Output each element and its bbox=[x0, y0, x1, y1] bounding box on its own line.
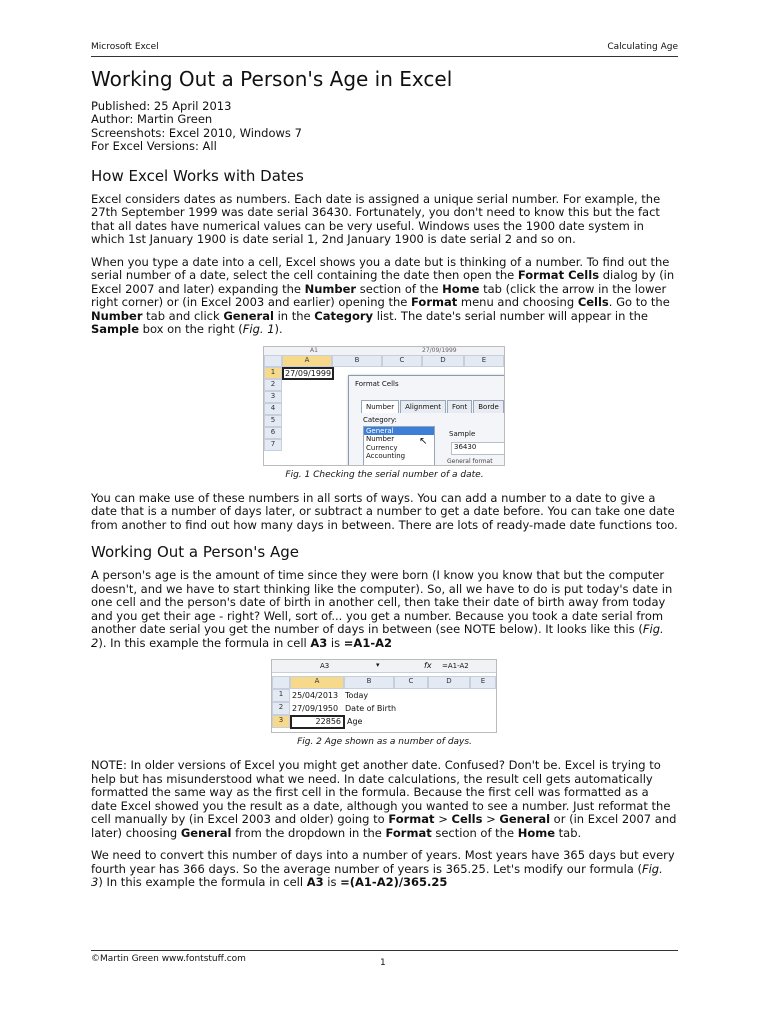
col-header-c: C bbox=[382, 355, 422, 367]
cell-a1[interactable]: 25/04/2013 bbox=[292, 691, 339, 701]
cell-a3[interactable]: 22856 bbox=[290, 715, 345, 729]
row-header: 7 bbox=[264, 439, 282, 451]
namebox: A1 bbox=[310, 346, 318, 354]
category-item[interactable]: Currency bbox=[366, 443, 398, 452]
fx-icon: fx bbox=[424, 661, 432, 671]
col-header-e: E bbox=[464, 355, 504, 367]
col-header-a: A bbox=[290, 676, 344, 689]
col-header-b: B bbox=[344, 676, 394, 689]
article-meta bbox=[91, 100, 678, 154]
row-header: 4 bbox=[264, 403, 282, 415]
section-heading-age: Working Out a Person's Age bbox=[91, 543, 299, 562]
meta-screenshots: Screenshots: Excel 2010, Windows 7 bbox=[91, 125, 302, 140]
header-left: Microsoft Excel bbox=[91, 42, 159, 52]
cell-b1[interactable]: Today bbox=[345, 691, 369, 701]
paragraph: A person's age is the amount of time since they were born (I know you know that but the computer doesn't, and we have to start thinking like the computer). So, all we have to do is put today's date in one cell and the person's date of birth in another cell, then take their date of birth away from today and you get their age - right? Well, sort of... you get a number. Because you took a date serial from another date serial you get the number of days in between (see NOTE below). It looks like this (Fig. 2). In this example the formula in cell A3 is =A1-A2 bbox=[91, 568, 673, 650]
col-header-c: C bbox=[394, 676, 428, 689]
tab-border[interactable]: Borde bbox=[473, 400, 504, 413]
row-header: 1 bbox=[272, 689, 290, 702]
namebox: A3 bbox=[320, 662, 330, 671]
cell-b3[interactable]: Age bbox=[347, 717, 363, 727]
paragraph: When you type a date into a cell, Excel shows you a date but is thinking of a number. To find out the serial number of a date, select the cell containing the date then open the Format Cells dialog by (in Excel 2007 and later) expanding the Number section of the Home tab (click the arrow in the lower right corner) or (in Excel 2003 and earlier) opening the Format menu and choosing Cells. Go to the Number tab and click General in the Category list. The date's serial number will appear in the Sample box on the right (Fig. 1). bbox=[91, 254, 675, 337]
figure-1-screenshot bbox=[263, 346, 505, 466]
col-header-b: B bbox=[332, 355, 382, 367]
row-header: 2 bbox=[272, 702, 290, 715]
cell-b2[interactable]: Date of Birth bbox=[345, 704, 397, 714]
meta-author: Author: Martin Green bbox=[91, 112, 213, 127]
tab-alignment[interactable]: Alignment bbox=[400, 400, 446, 413]
page-number: 1 bbox=[380, 958, 386, 968]
page-header bbox=[91, 42, 678, 57]
formula-bar: 27/09/1999 bbox=[422, 346, 457, 354]
general-format-note: General format bbox=[447, 457, 493, 465]
dialog-title: Format Cells bbox=[355, 379, 399, 388]
meta-versions: For Excel Versions: All bbox=[91, 139, 217, 154]
namebox-dropdown-icon[interactable]: ▾ bbox=[376, 661, 380, 670]
paragraph: Excel considers dates as numbers. Each date is assigned a unique serial number. For example, the 27th September 1999 was date serial 36430. Fortunately, you don't need to know this but the fact that all dates have numerical values can be very useful. Windows uses the 1900 date system in which 1st January 1900 is date serial 1, 2nd January 1900 is date serial 2 and so on. bbox=[91, 191, 661, 247]
category-item[interactable]: General bbox=[364, 427, 434, 436]
paragraph: You can make use of these numbers in all sorts of ways. You can add a number to a date to give a date that is a number of days later, or subtract a number to get a date before. You can take one date from another to find out how many days in between. There are lots of ready-made date functions too. bbox=[91, 490, 678, 532]
row-header: 3 bbox=[264, 391, 282, 403]
meta-published: Published: 25 April 2013 bbox=[91, 99, 232, 113]
row-header: 1 bbox=[264, 367, 282, 379]
sample-value: 36430 bbox=[451, 442, 505, 455]
figure-2-caption: Fig. 2 Age shown as a number of days. bbox=[297, 737, 472, 748]
cursor-icon: ↖ bbox=[419, 435, 428, 447]
category-label: Category: bbox=[363, 415, 397, 424]
col-header-e: E bbox=[470, 676, 496, 689]
page-title: Working Out a Person's Age in Excel bbox=[91, 67, 453, 91]
row-header: 3 bbox=[272, 715, 290, 728]
tab-number[interactable]: Number bbox=[361, 400, 399, 413]
document-body bbox=[91, 66, 678, 899]
category-item[interactable]: Number bbox=[366, 435, 395, 444]
section-heading-dates: How Excel Works with Dates bbox=[91, 166, 304, 185]
cell-a1[interactable]: 27/09/1999 bbox=[282, 367, 334, 380]
formula-bar: =A1-A2 bbox=[442, 662, 469, 671]
col-header-a: A bbox=[282, 355, 332, 367]
format-cells-dialog bbox=[348, 375, 505, 466]
cell-a2[interactable]: 27/09/1950 bbox=[292, 704, 339, 714]
sample-label: Sample bbox=[449, 429, 476, 438]
figure-1-caption: Fig. 1 Checking the serial number of a date. bbox=[285, 469, 484, 480]
col-header-d: D bbox=[428, 676, 470, 689]
paragraph: NOTE: In older versions of Excel you might get another date. Confused? Don't be. Excel is trying to help but has misunderstood what we need. In date calculations, the result cell gets automatically formatted the same way as the first cell in the formula. Because the first cell was formatted as a date Excel showed you the result as a date, although you wanted to see a number. Just reformat the cell manually by (in Excel 2003 and older) going to Format > Cells > General or (in Excel 2007 and later) choosing General from the dropdown in the Format section of the Home tab. bbox=[91, 758, 677, 840]
row-header: 2 bbox=[264, 379, 282, 391]
category-item[interactable]: Accounting bbox=[366, 452, 406, 461]
header-right: Calculating Age bbox=[607, 42, 678, 52]
tab-font[interactable]: Font bbox=[447, 400, 472, 413]
paragraph: We need to convert this number of days into a number of years. Most years have 365 days but every fourth year has 366 days. So the average number of years is 365.25. Let's modify our formula (Fig. 3) In this example the formula in cell A3 is =(A1-A2)/365.25 bbox=[91, 848, 675, 890]
col-header-d: D bbox=[422, 355, 464, 367]
figure-2-screenshot bbox=[271, 659, 497, 733]
footer-credit: ©Martin Green www.fontstuff.com bbox=[91, 954, 246, 964]
row-header: 5 bbox=[264, 415, 282, 427]
row-header: 6 bbox=[264, 427, 282, 439]
